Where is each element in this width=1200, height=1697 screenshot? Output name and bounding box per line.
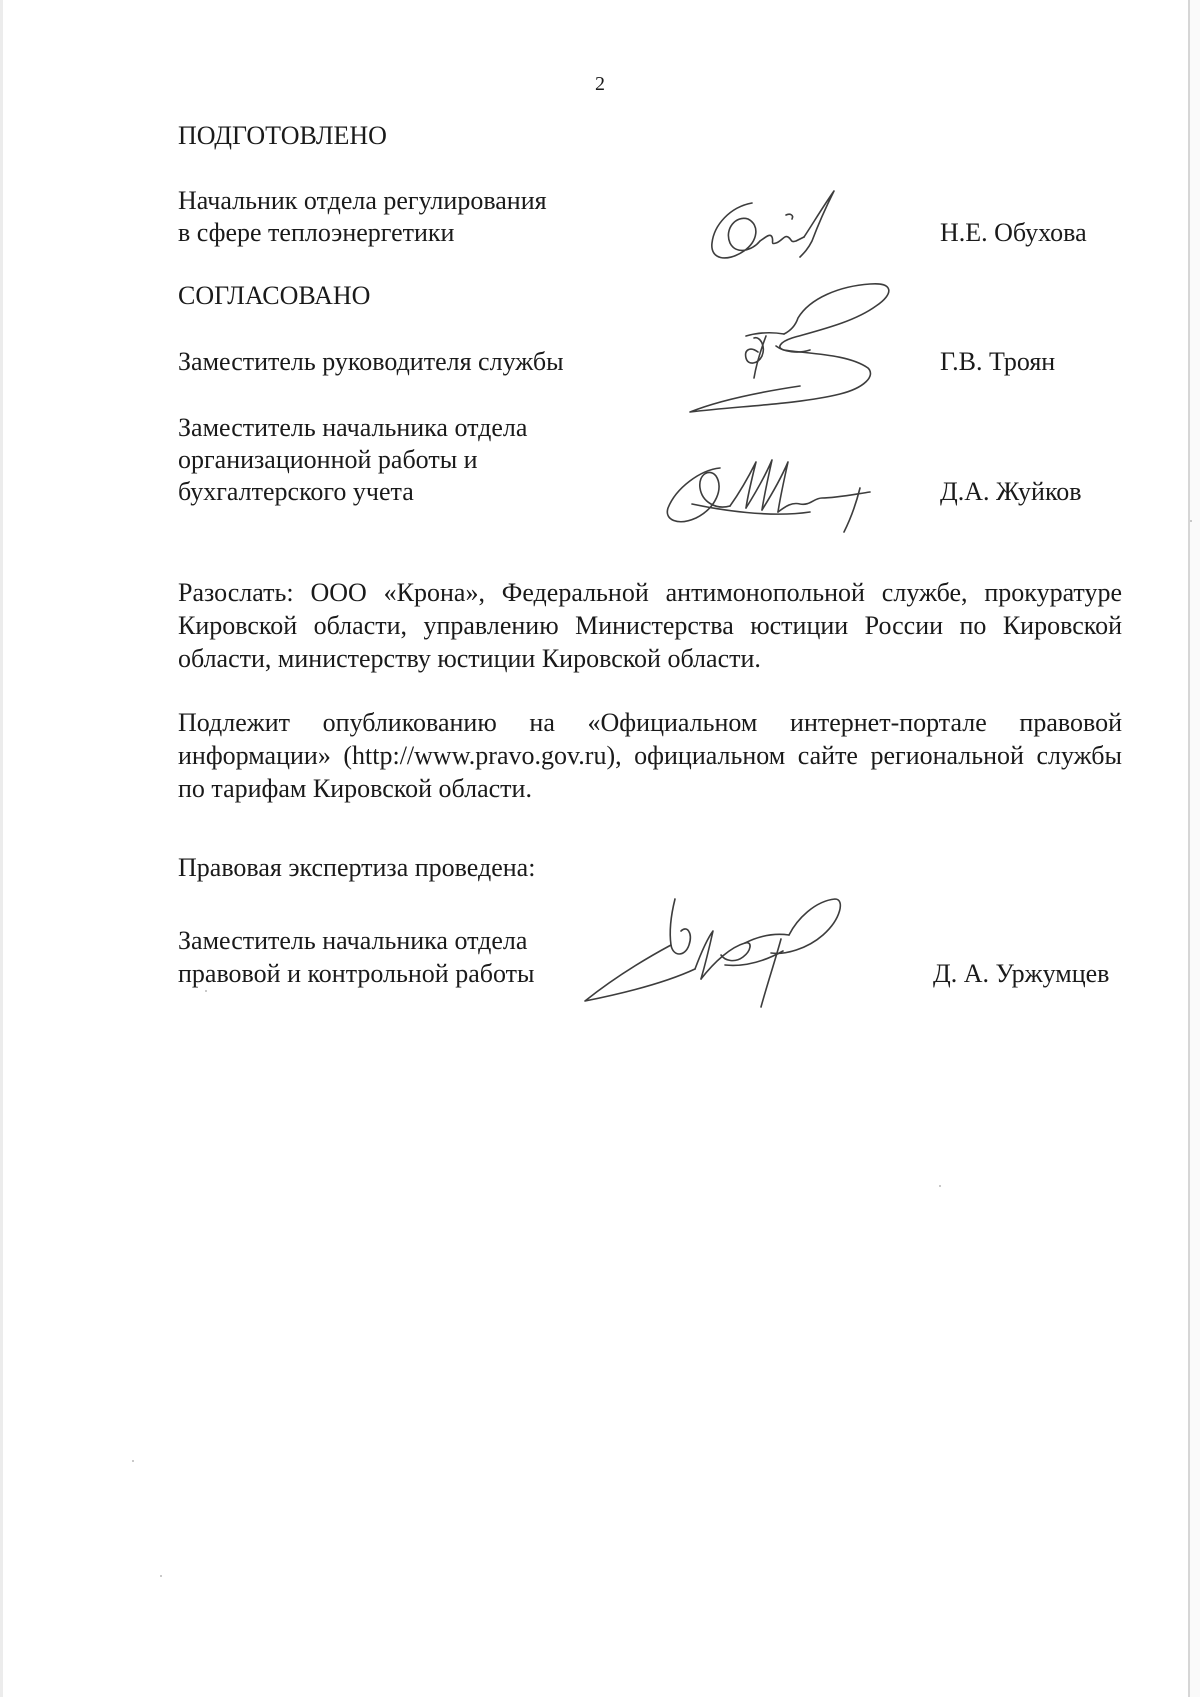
- legal-review-signer-name: Д. А. Уржумцев: [933, 959, 1110, 988]
- agreed-signer1-name: Г.В. Троян: [940, 347, 1056, 376]
- scan-speck: [1190, 520, 1192, 522]
- signature-urzhumtsev: [575, 895, 875, 1015]
- signature-obukhova: [700, 185, 870, 275]
- agreed-heading: СОГЛАСОВАНО: [178, 281, 371, 310]
- agreed-signer2-position-line3: бухгалтерского учета: [178, 477, 414, 506]
- prepared-position-line2: в сфере теплоэнергетики: [178, 218, 455, 247]
- agreed-signer2-position-line1: Заместитель начальника отдела: [178, 413, 528, 442]
- prepared-heading: ПОДГОТОВЛЕНО: [178, 121, 387, 150]
- scan-speck: [939, 1185, 941, 1187]
- prepared-position-line1: Начальник отдела регулирования: [178, 186, 547, 215]
- legal-review-position-line2: правовой и контрольной работы: [178, 959, 535, 988]
- signature-zhuikov: [660, 448, 910, 538]
- signature-troyan: [680, 280, 920, 430]
- scan-left-edge: [0, 0, 3, 1697]
- publication-paragraph: Подлежит опубликованию на «Официальном интернет-портале правовой информации» (http://www.pravo.gov.ru), официальном сайте региональной службы по тарифам Кировской области.: [178, 708, 1122, 803]
- distribution-paragraph: Разослать: ООО «Крона», Федеральной антимонопольной службе, прокуратуре Кировской области, управлению Министерства юстиции России по Кировской области, министерству юстиции Кировской области.: [178, 578, 1122, 673]
- legal-review-position-line1: Заместитель начальника отдела: [178, 926, 528, 955]
- scan-speck: [132, 1460, 134, 1462]
- scan-speck: [160, 1575, 162, 1577]
- scan-speck: [205, 990, 207, 992]
- agreed-signer2-name: Д.А. Жуйков: [940, 477, 1082, 506]
- agreed-signer1-position: Заместитель руководителя службы: [178, 347, 564, 376]
- legal-review-heading: Правовая экспертиза проведена:: [178, 853, 536, 882]
- scan-right-edge: [1188, 0, 1200, 1697]
- prepared-signer-name: Н.Е. Обухова: [940, 218, 1087, 247]
- page-number: 2: [595, 73, 605, 95]
- agreed-signer2-position-line2: организационной работы и: [178, 445, 478, 474]
